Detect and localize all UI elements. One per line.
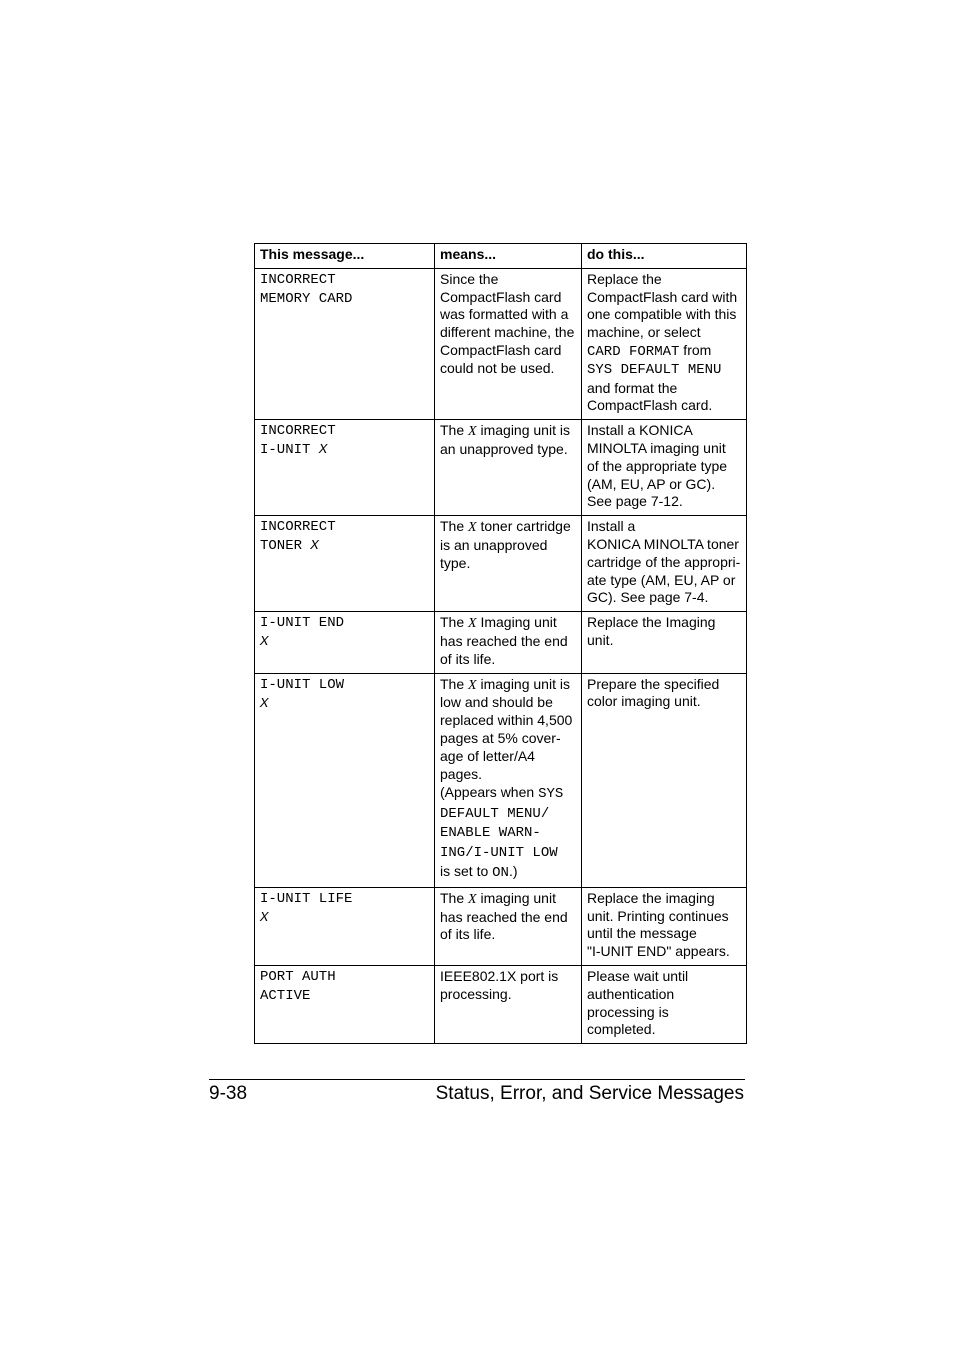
messages-table bbox=[254, 243, 747, 1044]
means-text: The bbox=[440, 422, 469, 439]
means-text: Imaging unit bbox=[476, 614, 557, 631]
do-this-cell bbox=[582, 516, 747, 612]
do-line: one compatible with this bbox=[587, 306, 737, 323]
variable-x: X bbox=[468, 616, 477, 632]
footer-divider bbox=[209, 1079, 745, 1080]
variable-x: X bbox=[468, 424, 477, 440]
message-cell bbox=[255, 887, 435, 965]
menu-path: ENABLE WARN- bbox=[440, 825, 541, 842]
means-line: processing. bbox=[440, 985, 512, 1002]
do-line: Install a KONICA bbox=[587, 422, 693, 439]
means-cell bbox=[435, 965, 582, 1043]
do-line: GC). See page 7-4. bbox=[587, 589, 709, 606]
do-line: CompactFlash card with bbox=[587, 288, 738, 305]
do-line: See page 7-12. bbox=[587, 493, 683, 510]
do-line: Replace the imaging bbox=[587, 889, 715, 906]
means-cell bbox=[435, 887, 582, 965]
do-line: and format the bbox=[587, 379, 678, 396]
do-line: CompactFlash card. bbox=[587, 397, 713, 414]
means-line: was formatted with a bbox=[440, 306, 569, 323]
message-cell bbox=[255, 420, 435, 516]
do-line: Replace the bbox=[587, 270, 662, 287]
do-line: machine, or select bbox=[587, 324, 701, 341]
message-line: PORT AUTH bbox=[260, 968, 336, 985]
means-line: is an unapproved bbox=[440, 536, 548, 553]
means-cell bbox=[435, 673, 582, 887]
message-line: INCORRECT bbox=[260, 519, 336, 536]
means-cell bbox=[435, 268, 582, 419]
do-line: completed. bbox=[587, 1021, 656, 1038]
means-line: could not be used. bbox=[440, 359, 555, 376]
means-cell bbox=[435, 516, 582, 612]
means-line: has reached the end bbox=[440, 632, 568, 649]
means-text: .) bbox=[508, 862, 518, 879]
message-line: I-UNIT LIFE bbox=[260, 890, 353, 907]
do-line: processing is bbox=[587, 1003, 669, 1020]
means-line bbox=[440, 614, 577, 633]
message-text: I-UNIT bbox=[260, 442, 319, 459]
table-row bbox=[255, 420, 747, 516]
sys-default-menu: SYS DEFAULT MENU bbox=[587, 361, 722, 378]
table-row bbox=[255, 965, 747, 1043]
message-cell bbox=[255, 516, 435, 612]
do-line: Prepare the specified bbox=[587, 675, 720, 692]
do-this-cell bbox=[582, 673, 747, 887]
message-line: INCORRECT bbox=[260, 271, 336, 288]
means-line bbox=[440, 422, 577, 441]
variable-x: X bbox=[468, 891, 477, 907]
means-line: pages at 5% cover- bbox=[440, 729, 561, 746]
means-text: imaging unit bbox=[476, 889, 556, 906]
do-line: authentication bbox=[587, 985, 675, 1002]
message-line: I-UNIT LOW bbox=[260, 676, 345, 693]
means-text: The bbox=[440, 614, 469, 631]
do-text: from bbox=[679, 341, 712, 358]
table-row bbox=[255, 516, 747, 612]
means-text: (Appears when bbox=[440, 784, 539, 801]
means-line: Since the bbox=[440, 270, 499, 287]
section-title: Status, Error, and Service Messages bbox=[435, 1083, 744, 1104]
means-line bbox=[440, 518, 577, 537]
means-cell bbox=[435, 420, 582, 516]
means-line: age of letter/A4 bbox=[440, 747, 535, 764]
menu-path: ING/I-UNIT LOW bbox=[440, 844, 558, 861]
variable-x: X bbox=[468, 677, 477, 693]
menu-path: DEFAULT MENU/ bbox=[440, 805, 550, 822]
setting-value: ON bbox=[492, 864, 509, 881]
means-line: type. bbox=[440, 554, 471, 571]
header-do-this: do this... bbox=[582, 244, 747, 269]
variable-x: X bbox=[260, 909, 269, 926]
means-line: an unapproved type. bbox=[440, 440, 568, 457]
variable-x: X bbox=[260, 634, 269, 651]
means-line: CompactFlash card bbox=[440, 341, 562, 358]
do-line: unit. Printing continues bbox=[587, 907, 729, 924]
do-this-cell bbox=[582, 965, 747, 1043]
do-line: MINOLTA imaging unit bbox=[587, 439, 726, 456]
message-cell bbox=[255, 673, 435, 887]
means-line bbox=[440, 890, 577, 909]
do-line: Please wait until bbox=[587, 967, 689, 984]
means-cell bbox=[435, 612, 582, 673]
header-means: means... bbox=[435, 244, 582, 269]
card-format-menu: CARD FORMAT bbox=[587, 343, 680, 360]
message-line: I-UNIT END bbox=[260, 615, 345, 632]
variable-x: X bbox=[318, 442, 328, 459]
means-text: imaging unit is bbox=[476, 422, 570, 439]
do-line: Install a bbox=[587, 518, 636, 535]
table-row bbox=[255, 887, 747, 965]
means-line: CompactFlash card bbox=[440, 288, 562, 305]
do-line: (AM, EU, AP or GC). bbox=[587, 475, 716, 492]
means-line bbox=[440, 783, 577, 804]
do-this-cell bbox=[582, 268, 747, 419]
do-line: until the message bbox=[587, 925, 697, 942]
message-text: TONER bbox=[260, 538, 311, 555]
means-text: The bbox=[440, 675, 469, 692]
means-line: has reached the end bbox=[440, 908, 568, 925]
variable-x: X bbox=[260, 695, 269, 712]
means-line: low and should be bbox=[440, 694, 553, 711]
message-line: MEMORY CARD bbox=[260, 290, 353, 307]
do-line: cartridge of the appropri- bbox=[587, 553, 741, 570]
do-line: ate type (AM, EU, AP or bbox=[587, 571, 736, 588]
do-line: of the appropriate type bbox=[587, 457, 728, 474]
means-line: replaced within 4,500 bbox=[440, 712, 573, 729]
means-line: of its life. bbox=[440, 650, 496, 667]
means-line bbox=[440, 863, 577, 883]
menu-path: SYS bbox=[538, 786, 564, 803]
means-line: of its life. bbox=[440, 926, 496, 943]
means-text: is set to bbox=[440, 862, 493, 879]
means-line: IEEE802.1X port is bbox=[440, 967, 559, 984]
message-line: INCORRECT bbox=[260, 423, 336, 440]
message-line bbox=[260, 441, 430, 460]
variable-x: X bbox=[310, 538, 319, 555]
means-text: toner cartridge bbox=[476, 518, 571, 535]
do-line: Replace the Imaging bbox=[587, 614, 716, 631]
means-text: The bbox=[440, 518, 469, 535]
message-cell bbox=[255, 612, 435, 673]
means-line: pages. bbox=[440, 765, 483, 782]
table-row bbox=[255, 673, 747, 887]
do-this-cell bbox=[582, 612, 747, 673]
message-cell bbox=[255, 965, 435, 1043]
page-number: 9-38 bbox=[209, 1083, 248, 1104]
means-line bbox=[440, 676, 577, 695]
table-row bbox=[255, 612, 747, 673]
message-line: ACTIVE bbox=[260, 987, 311, 1004]
do-line: color imaging unit. bbox=[587, 693, 701, 710]
do-line: "I-UNIT END" appears. bbox=[587, 943, 730, 960]
means-line: different machine, the bbox=[440, 324, 575, 341]
means-text: The bbox=[440, 889, 469, 906]
means-text: imaging unit is bbox=[476, 675, 570, 692]
do-this-cell bbox=[582, 420, 747, 516]
variable-x: X bbox=[468, 520, 477, 536]
do-line bbox=[587, 342, 742, 362]
table-header-row bbox=[255, 244, 747, 269]
table-row bbox=[255, 268, 747, 419]
do-line: unit. bbox=[587, 631, 614, 648]
do-this-cell bbox=[582, 887, 747, 965]
header-message: This message... bbox=[255, 244, 435, 269]
message-line bbox=[260, 537, 430, 556]
message-cell bbox=[255, 268, 435, 419]
do-line: KONICA MINOLTA toner bbox=[587, 535, 739, 552]
